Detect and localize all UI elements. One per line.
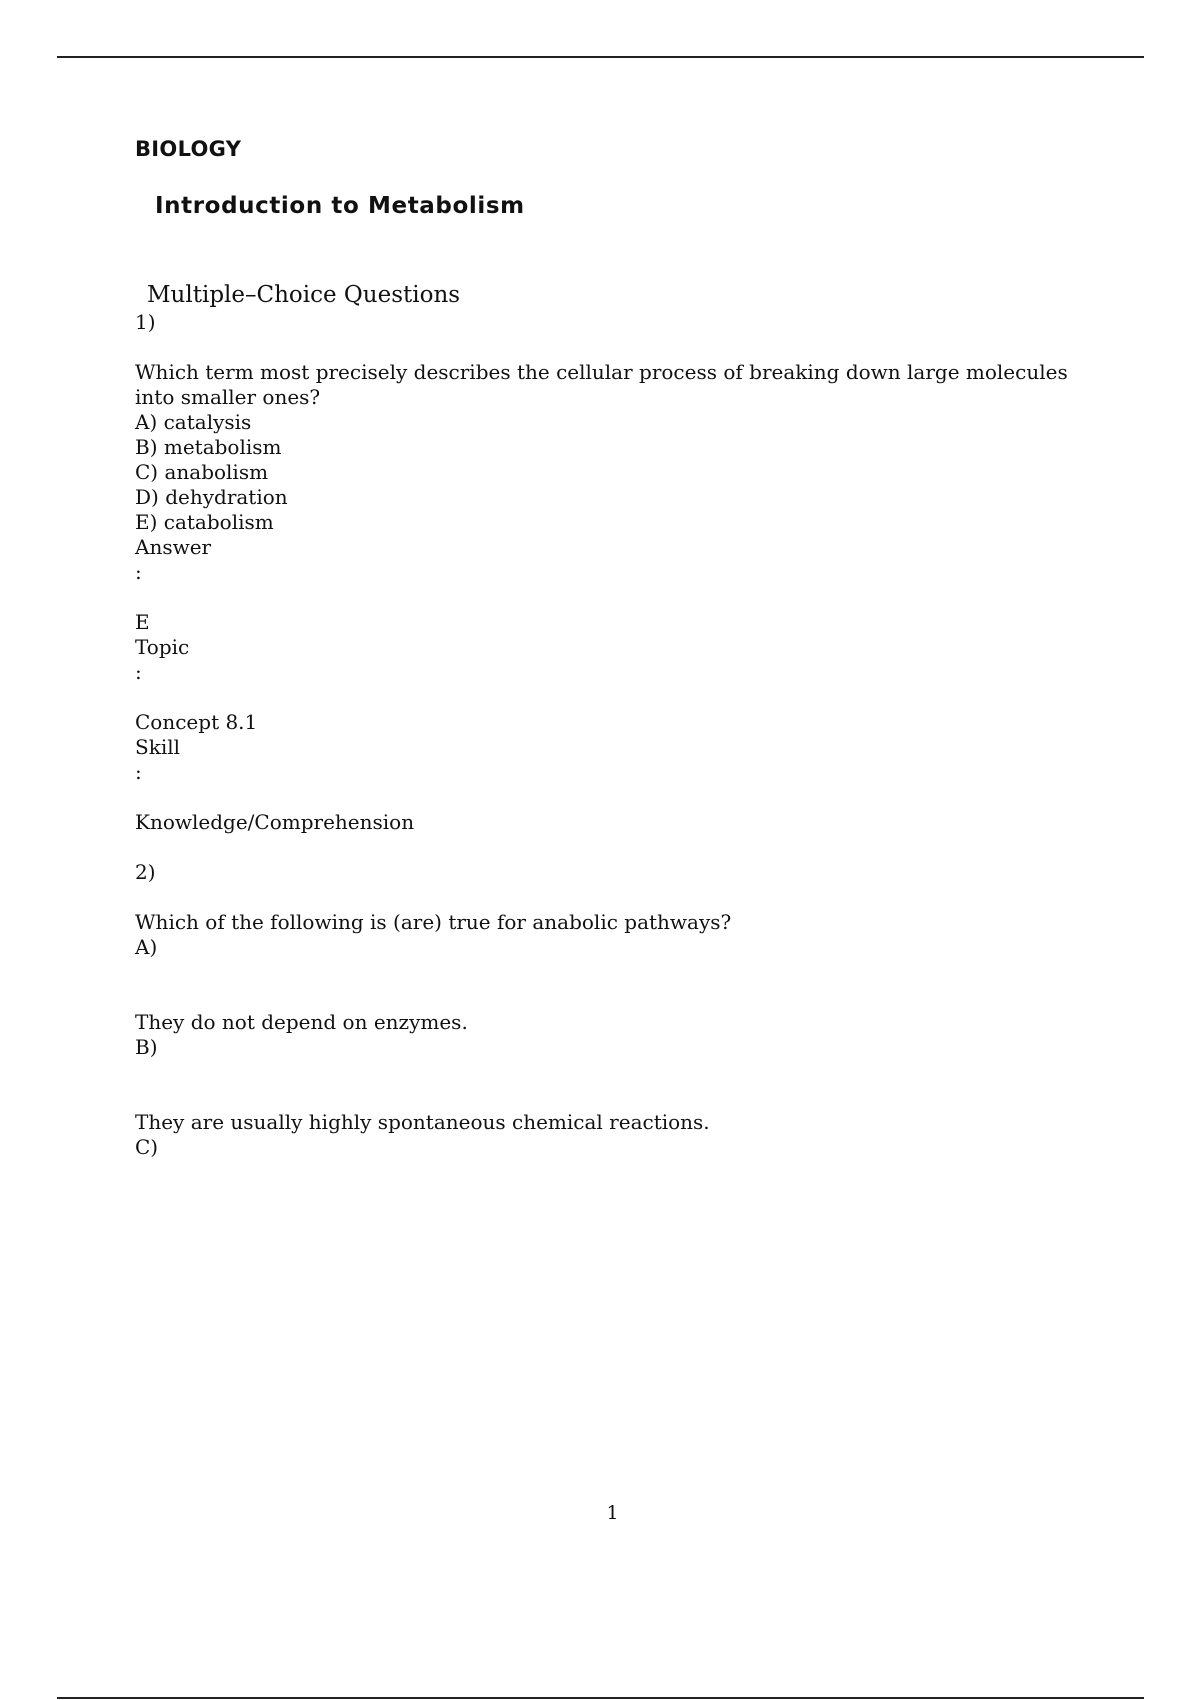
spacer bbox=[135, 335, 1075, 360]
question-number: 1) bbox=[135, 310, 156, 334]
spacer bbox=[135, 785, 1075, 810]
skill-value: Knowledge/Comprehension bbox=[135, 810, 415, 834]
page-number: 1 bbox=[606, 1502, 619, 1524]
spacer bbox=[135, 960, 1075, 1010]
option-b-label: B) bbox=[135, 1035, 158, 1059]
topic-value: Concept 8.1 bbox=[135, 710, 258, 734]
question-text: Which term most precisely describes the cellular process of breaking down large molecules into smaller ones? bbox=[135, 360, 1068, 409]
option-d: D) dehydration bbox=[135, 485, 288, 509]
answer-colon: : bbox=[135, 560, 142, 584]
spacer bbox=[135, 585, 1075, 610]
spacer bbox=[135, 885, 1075, 910]
question-text: Which of the following is (are) true for anabolic pathways? bbox=[135, 910, 732, 934]
topic-label: Topic bbox=[135, 635, 190, 659]
document-body bbox=[135, 134, 1075, 1160]
option-a-label: A) bbox=[135, 935, 158, 959]
spacer bbox=[135, 1060, 1075, 1110]
answer-label: Answer bbox=[135, 535, 212, 559]
option-c: C) anabolism bbox=[135, 460, 269, 484]
option-a-text: They do not depend on enzymes. bbox=[135, 1010, 468, 1034]
spacer bbox=[135, 685, 1075, 710]
question-number: 2) bbox=[135, 860, 156, 884]
option-b: B) metabolism bbox=[135, 435, 282, 459]
bottom-rule bbox=[57, 1697, 1144, 1699]
option-c-label: C) bbox=[135, 1135, 159, 1159]
subject-heading: BIOLOGY bbox=[135, 137, 242, 161]
skill-colon: : bbox=[135, 760, 142, 784]
option-b-text: They are usually highly spontaneous chemical reactions. bbox=[135, 1110, 710, 1134]
question-1 bbox=[135, 310, 1075, 835]
skill-label: Skill bbox=[135, 735, 181, 759]
option-e: E) catabolism bbox=[135, 510, 274, 534]
answer-value: E bbox=[135, 610, 150, 634]
section-title: Multiple–Choice Questions bbox=[147, 282, 461, 308]
spacer bbox=[135, 835, 1075, 860]
option-a: A) catalysis bbox=[135, 410, 252, 434]
top-rule bbox=[57, 56, 1144, 58]
chapter-title: Introduction to Metabolism bbox=[155, 193, 525, 219]
topic-colon: : bbox=[135, 660, 142, 684]
question-2 bbox=[135, 835, 1075, 1160]
